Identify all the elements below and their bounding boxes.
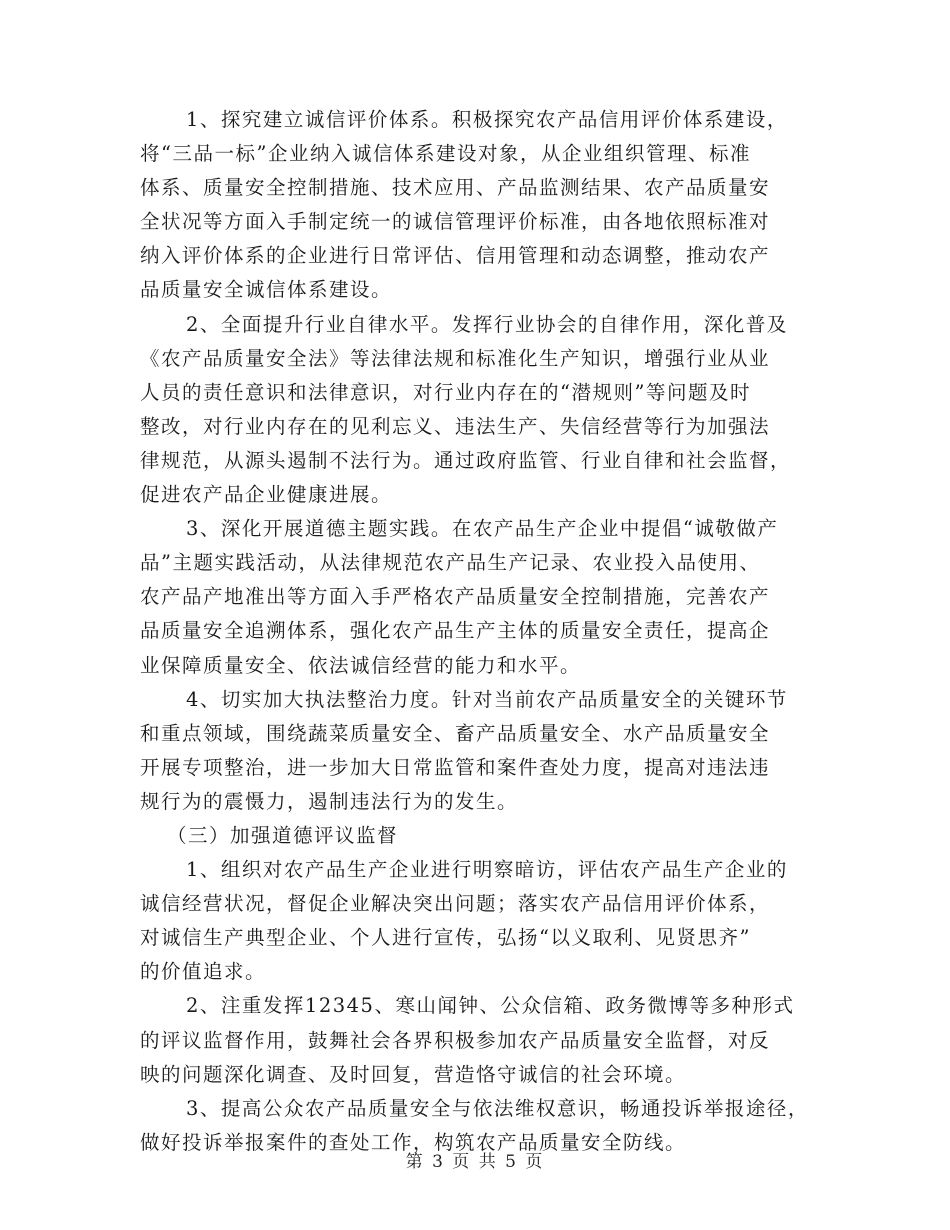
paragraph-line: 将“三品一标”企业纳入诚信体系建设对象，从企业组织管理、标准 (140, 142, 751, 166)
paragraph-line: 品质量安全诚信体系建设。 (140, 278, 393, 302)
paragraph-line: 规行为的震慑力，遏制违法行为的发生。 (140, 789, 519, 813)
paragraph-line: 农产品产地准出等方面入手严格农产品质量安全控制措施，完善农产 (140, 585, 771, 609)
paragraph-line: 律规范，从源头遏制不法行为。通过政府监管、行业自律和社会监督， (140, 448, 792, 472)
section-heading: （三）加强道德评议监督 (167, 823, 399, 847)
paragraph-line: 和重点领域，围绕蔬菜质量安全、畜产品质量安全、水产品质量安全 (140, 721, 771, 745)
paragraph-line: 整改，对行业内存在的见利忘义、违法生产、失信经营等行为加强法 (140, 414, 771, 438)
paragraph-line: 诚信经营状况，督促企业解决突出问题；落实农产品信用评价体系， (140, 892, 771, 916)
paragraph-line: 2、全面提升行业自律水平。发挥行业协会的自律作用，深化普及 (186, 312, 788, 336)
paragraph-line: 4、切实加大执法整治力度。针对当前农产品质量安全的关键环节 (186, 687, 788, 711)
paragraph-line: 1、组织对农产品生产企业进行明察暗访，评估农产品生产企业的 (186, 858, 788, 882)
paragraph-line: 品”主题实践活动，从法律规范农产品生产记录、农业投入品使用、 (140, 551, 761, 575)
paragraph-line: 体系、质量安全控制措施、技术应用、产品监测结果、农产品质量安 (140, 176, 771, 200)
paragraph-line: 的价值追求。 (140, 960, 267, 984)
paragraph-line: 3、深化开展道德主题实践。在农产品生产企业中提倡“诚敬做产 (186, 517, 779, 541)
paragraph-line: 纳入评价体系的企业进行日常评估、信用管理和动态调整，推动农产 (140, 244, 771, 268)
page-number-footer: 第 3 页 共 5 页 (405, 1152, 545, 1172)
paragraph-line: 3、提高公众农产品质量安全与依法维权意识，畅通投诉举报途径， (186, 1096, 809, 1120)
paragraph-line: 的评议监督作用，鼓舞社会各界积极参加农产品质量安全监督，对反 (140, 1028, 771, 1052)
paragraph-line: 开展专项整治，进一步加大日常监管和案件查处力度，提高对违法违 (140, 755, 771, 779)
paragraph-line: 2、注重发挥12345、寒山闻钟、公众信箱、政务微博等多种形式 (186, 994, 795, 1018)
paragraph-line: 全状况等方面入手制定统一的诚信管理评价标准，由各地依照标准对 (140, 210, 771, 234)
paragraph-line: 做好投诉举报案件的查处工作，构筑农产品质量安全防线。 (140, 1130, 687, 1154)
paragraph-line: 促进农产品企业健康进展。 (140, 483, 393, 507)
paragraph-line: 人员的责任意识和法律意识，对行业内存在的“潜规则”等问题及时 (140, 380, 751, 404)
paragraph-line: 映的问题深化调查、及时回复，营造恪守诚信的社会环境。 (140, 1062, 687, 1086)
document-body (140, 103, 830, 1160)
paragraph-line: 业保障质量安全、依法诚信经营的能力和水平。 (140, 653, 582, 677)
paragraph-line: 品质量安全追溯体系，强化农产品生产主体的质量安全责任，提高企 (140, 619, 771, 643)
paragraph-line: 对诚信生产典型企业、个人进行宣传，弘扬“以义取利、见贤思齐” (140, 926, 751, 950)
paragraph-line: 1、探究建立诚信评价体系。积极探究农产品信用评价体系建设， (186, 108, 788, 131)
paragraph-line: 《农产品质量安全法》等法律法规和标准化生产知识，增强行业从业 (140, 346, 771, 370)
